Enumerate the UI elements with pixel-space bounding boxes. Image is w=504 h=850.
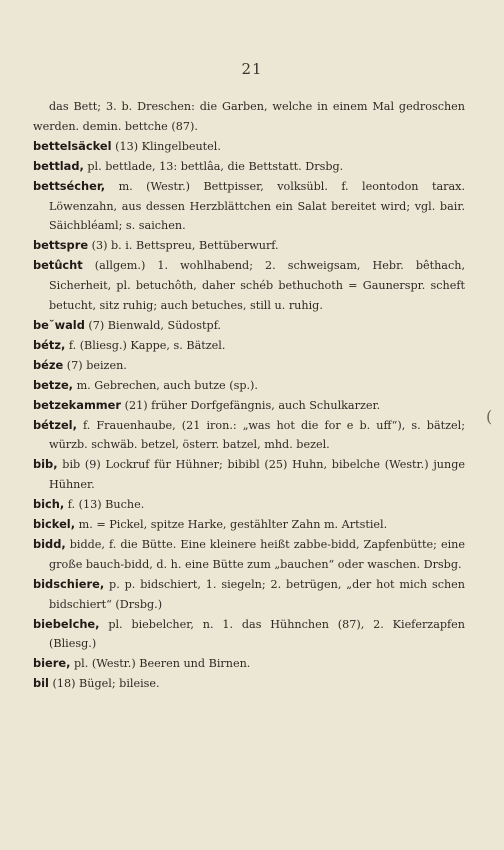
entry-headword: bettelsäckel [33, 138, 112, 153]
entry-text: f. Frauenhaube, (21 iron.: „was hot die for e b. uff“), s. bätzel; würzb. schwäb. betzel, österr. batzel, mhd. bezel. [49, 418, 465, 452]
entry-text: m. (Westr.) Bettpisser, volksübl. f. leontodon tarax. Löwenzahn, aus dessen Herzblättchen ein Salat bereitet wird; vgl. bair. Säichbléaml; s. saichen. [49, 179, 465, 233]
entry [33, 157, 465, 177]
entry-headword: bil [33, 676, 49, 691]
entry-continuation [33, 97, 465, 137]
entry-text: das Bett; 3. b. Dreschen: die Garben, welche in einem Mal gedroschen werden. demin. bettche (87). [33, 100, 465, 133]
entry [33, 236, 465, 256]
entry [33, 316, 465, 336]
entry-headword: bétz, [33, 337, 66, 352]
entry [33, 336, 465, 356]
entry-text: bidde, f. die Bütte. Eine kleinere heißt zabbe-bidd, Zapfenbütte; eine große bauch-bidd, d. h. eine Bütte zum „bauchen“ oder waschen. Drsbg. [49, 537, 465, 571]
entry-text: pl. bettlade, 13: bettlâa, die Bettstatt. Drsbg. [83, 159, 344, 173]
entry-text: bib (9) Lockruf für Hühner; bibibl (25) Huhn, bibelche (Westr.) junge Hühner. [49, 458, 465, 492]
entry-headword: bidd, [33, 536, 66, 551]
entry-headword: biere, [33, 656, 71, 671]
entry [33, 535, 465, 575]
entry [33, 575, 465, 615]
entry-headword: bickel, [33, 517, 76, 532]
entry [33, 674, 465, 694]
entry-headword: bich, [33, 497, 65, 512]
entry [33, 256, 465, 316]
entry-headword: bib, [33, 457, 58, 472]
entry [33, 416, 465, 456]
entry [33, 177, 465, 237]
entry-headword: betûcht [33, 258, 83, 273]
entry-text: (21) früher Dorfgefängnis, auch Schulkarzer. [121, 398, 381, 412]
entry-text: pl. (Westr.) Beeren und Birnen. [70, 657, 251, 671]
page-number: 21 [241, 60, 263, 78]
entry-headword: bettsécher, [33, 178, 106, 193]
entry-headword: betzekammer [33, 397, 122, 412]
entry-text: p. p. bidschiert, 1. siegeln; 2. betrügen, „der hot mich schen bidschiert“ (Drsbg.) [49, 577, 465, 611]
entry [33, 137, 465, 157]
entry [33, 515, 465, 535]
entry-text: f. (Bliesg.) Kappe, s. Bätzel. [65, 338, 226, 352]
entry-headword: bettspre [33, 238, 89, 253]
entry-text: (7) Bienwald, Südostpf. [84, 318, 221, 332]
entry-headword: bettlad, [33, 158, 84, 173]
entry-text: (allgem.) 1. wohlhabend; 2. schweigsam, Hebr. bêthach, Sicherheit, pl. betuchôth, daher schéb bethuchoth = Gaunerspr. scheft betucht, sitz ruhig; auch betuches, still u. ruhig. [49, 259, 465, 313]
entry [33, 356, 465, 376]
entry [33, 396, 465, 416]
entry [33, 455, 465, 495]
entry-text: f. (13) Buche. [64, 498, 145, 512]
entry-text: (3) b. i. Bettspreu, Bettüberwurf. [88, 239, 279, 253]
margin-pencil-mark: ( [486, 407, 493, 426]
entry [33, 495, 465, 515]
entry-text: m. = Pickel, spitze Harke, gestählter Zahn m. Artstiel. [75, 518, 388, 532]
entry-text: (7) beizen. [63, 358, 127, 372]
entry-text: pl. biebelcher, n. 1. das Hühnchen (87), 2. Kieferzapfen (Bliesg.) [49, 617, 465, 651]
entry-headword: biebelche, [33, 616, 100, 631]
entry-headword: béze [33, 357, 64, 372]
entry-headword: be˘wald [33, 317, 85, 332]
entry-headword: bétzel, [33, 417, 77, 432]
entry [33, 376, 465, 396]
entry [33, 654, 465, 674]
entry-headword: bidschiere, [33, 576, 105, 591]
entry [33, 615, 465, 655]
entry-text: (13) Klingelbeutel. [111, 139, 221, 153]
entry-headword: betze, [33, 377, 74, 392]
entry-text: m. Gebrechen, auch butze (sp.). [73, 378, 258, 392]
entry-text: (18) Bügel; bileise. [48, 677, 160, 691]
entry-list [33, 97, 465, 694]
